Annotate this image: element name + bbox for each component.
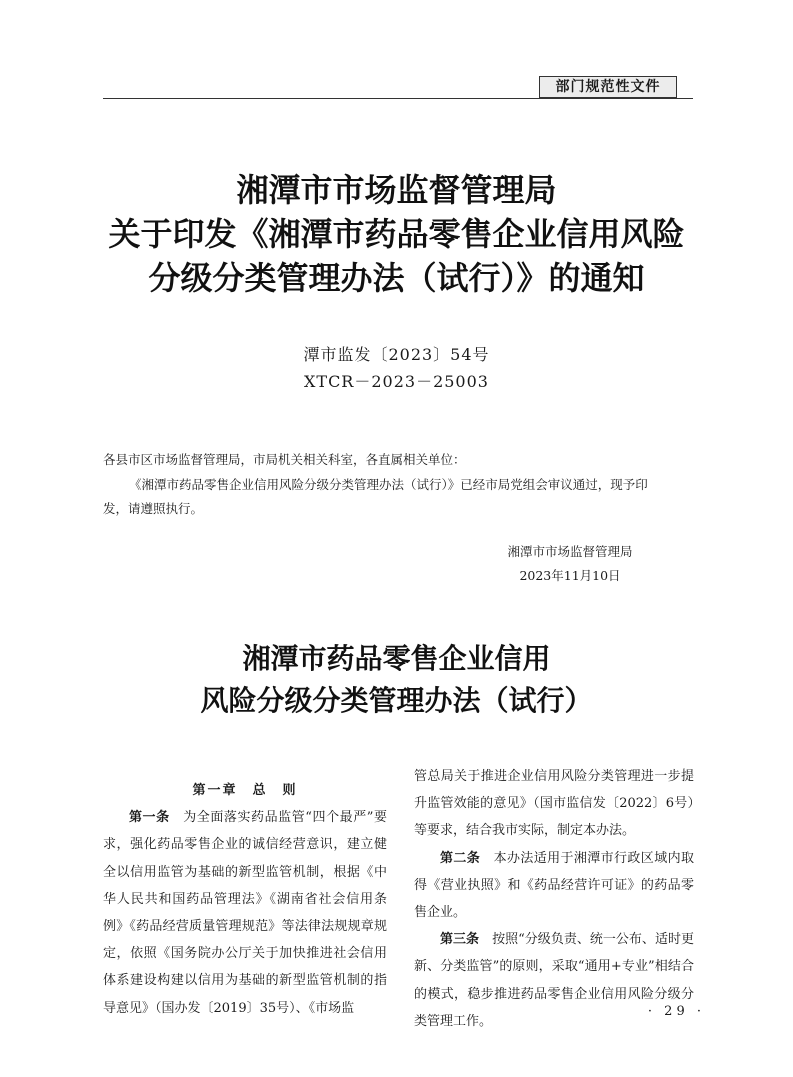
notice-body-line-1: 《湘潭市药品零售企业信用风险分级分类管理办法（试行）》已经市局党组会审议通过，现予印	[129, 477, 648, 492]
notice-title-line-1: 湘潭市市场监督管理局	[236, 171, 557, 209]
article-2-text: 本办法适用于湘潭市行政区域内取得《营业执照》和《药品经营许可证》的药品零售企业。	[414, 850, 694, 921]
notice-title-line-2: 关于印发《湘潭市药品零售企业信用风险	[108, 215, 685, 253]
document-code: XTCR－2023－25003	[304, 372, 489, 391]
article-1-label: 第一条	[129, 810, 170, 826]
page-number: · 29 ·	[647, 1004, 705, 1019]
article-2	[414, 845, 694, 927]
article-1	[103, 804, 387, 1022]
notice-title-line-3: 分级分类管理办法（试行）》的通知	[148, 259, 645, 297]
chapter-heading: 第一章 总 则	[192, 783, 298, 798]
document-number: 潭市监发〔2023〕54号	[303, 345, 490, 364]
issue-date: 2023年11月10日	[519, 568, 621, 583]
notice-body-line-2: 发，请遵照执行。	[103, 501, 204, 516]
regulation-title	[60, 638, 733, 722]
issuer-signature: 湘潭市市场监督管理局	[507, 544, 633, 559]
document-category-badge: 部门规范性文件	[539, 76, 677, 98]
regulation-right-column	[414, 763, 694, 1035]
article-1-text: 为全面落实药品监管“四个最严”要求，强化药品零售企业的诚信经营意识，建立健全以信用监管为基础的新型监管机制，根据《中华人民共和国药品管理法》《湖南省社会信用条例》《药品经营质量管理规范》等法律法规规章规定，依照《国务院办公厅关于加快推进社会信用体系建设构建以信用为基础的新型监管机制的指导意见》（国办发〔2019〕35号）、《市场监	[103, 810, 387, 1016]
regulation-title-line-1: 湘潭市药品零售企业信用	[242, 642, 551, 675]
article-3-label: 第三条	[440, 932, 480, 948]
recipients-line: 各县市区市场监督管理局，市局机关相关科室，各直属相关单位：	[103, 452, 466, 467]
article-1-continued: 管总局关于推进企业信用风险分类管理进一步提升监管效能的意见》（国市监信发〔2022〕6号）等要求，结合我市实际，制定本办法。	[414, 769, 694, 839]
article-2-label: 第二条	[440, 850, 481, 866]
regulation-left-column	[103, 777, 387, 1022]
notice-title	[60, 168, 733, 300]
header-rule	[103, 98, 693, 99]
article-3-text: 按照“分级负责、统一公布、适时更新、分类监管”的原则，采取“通用+专业”相结合的模式，稳步推进药品零售企业信用风险分级分类管理工作。	[414, 932, 694, 1029]
regulation-title-line-2: 风险分级分类管理办法（试行）	[200, 684, 593, 717]
